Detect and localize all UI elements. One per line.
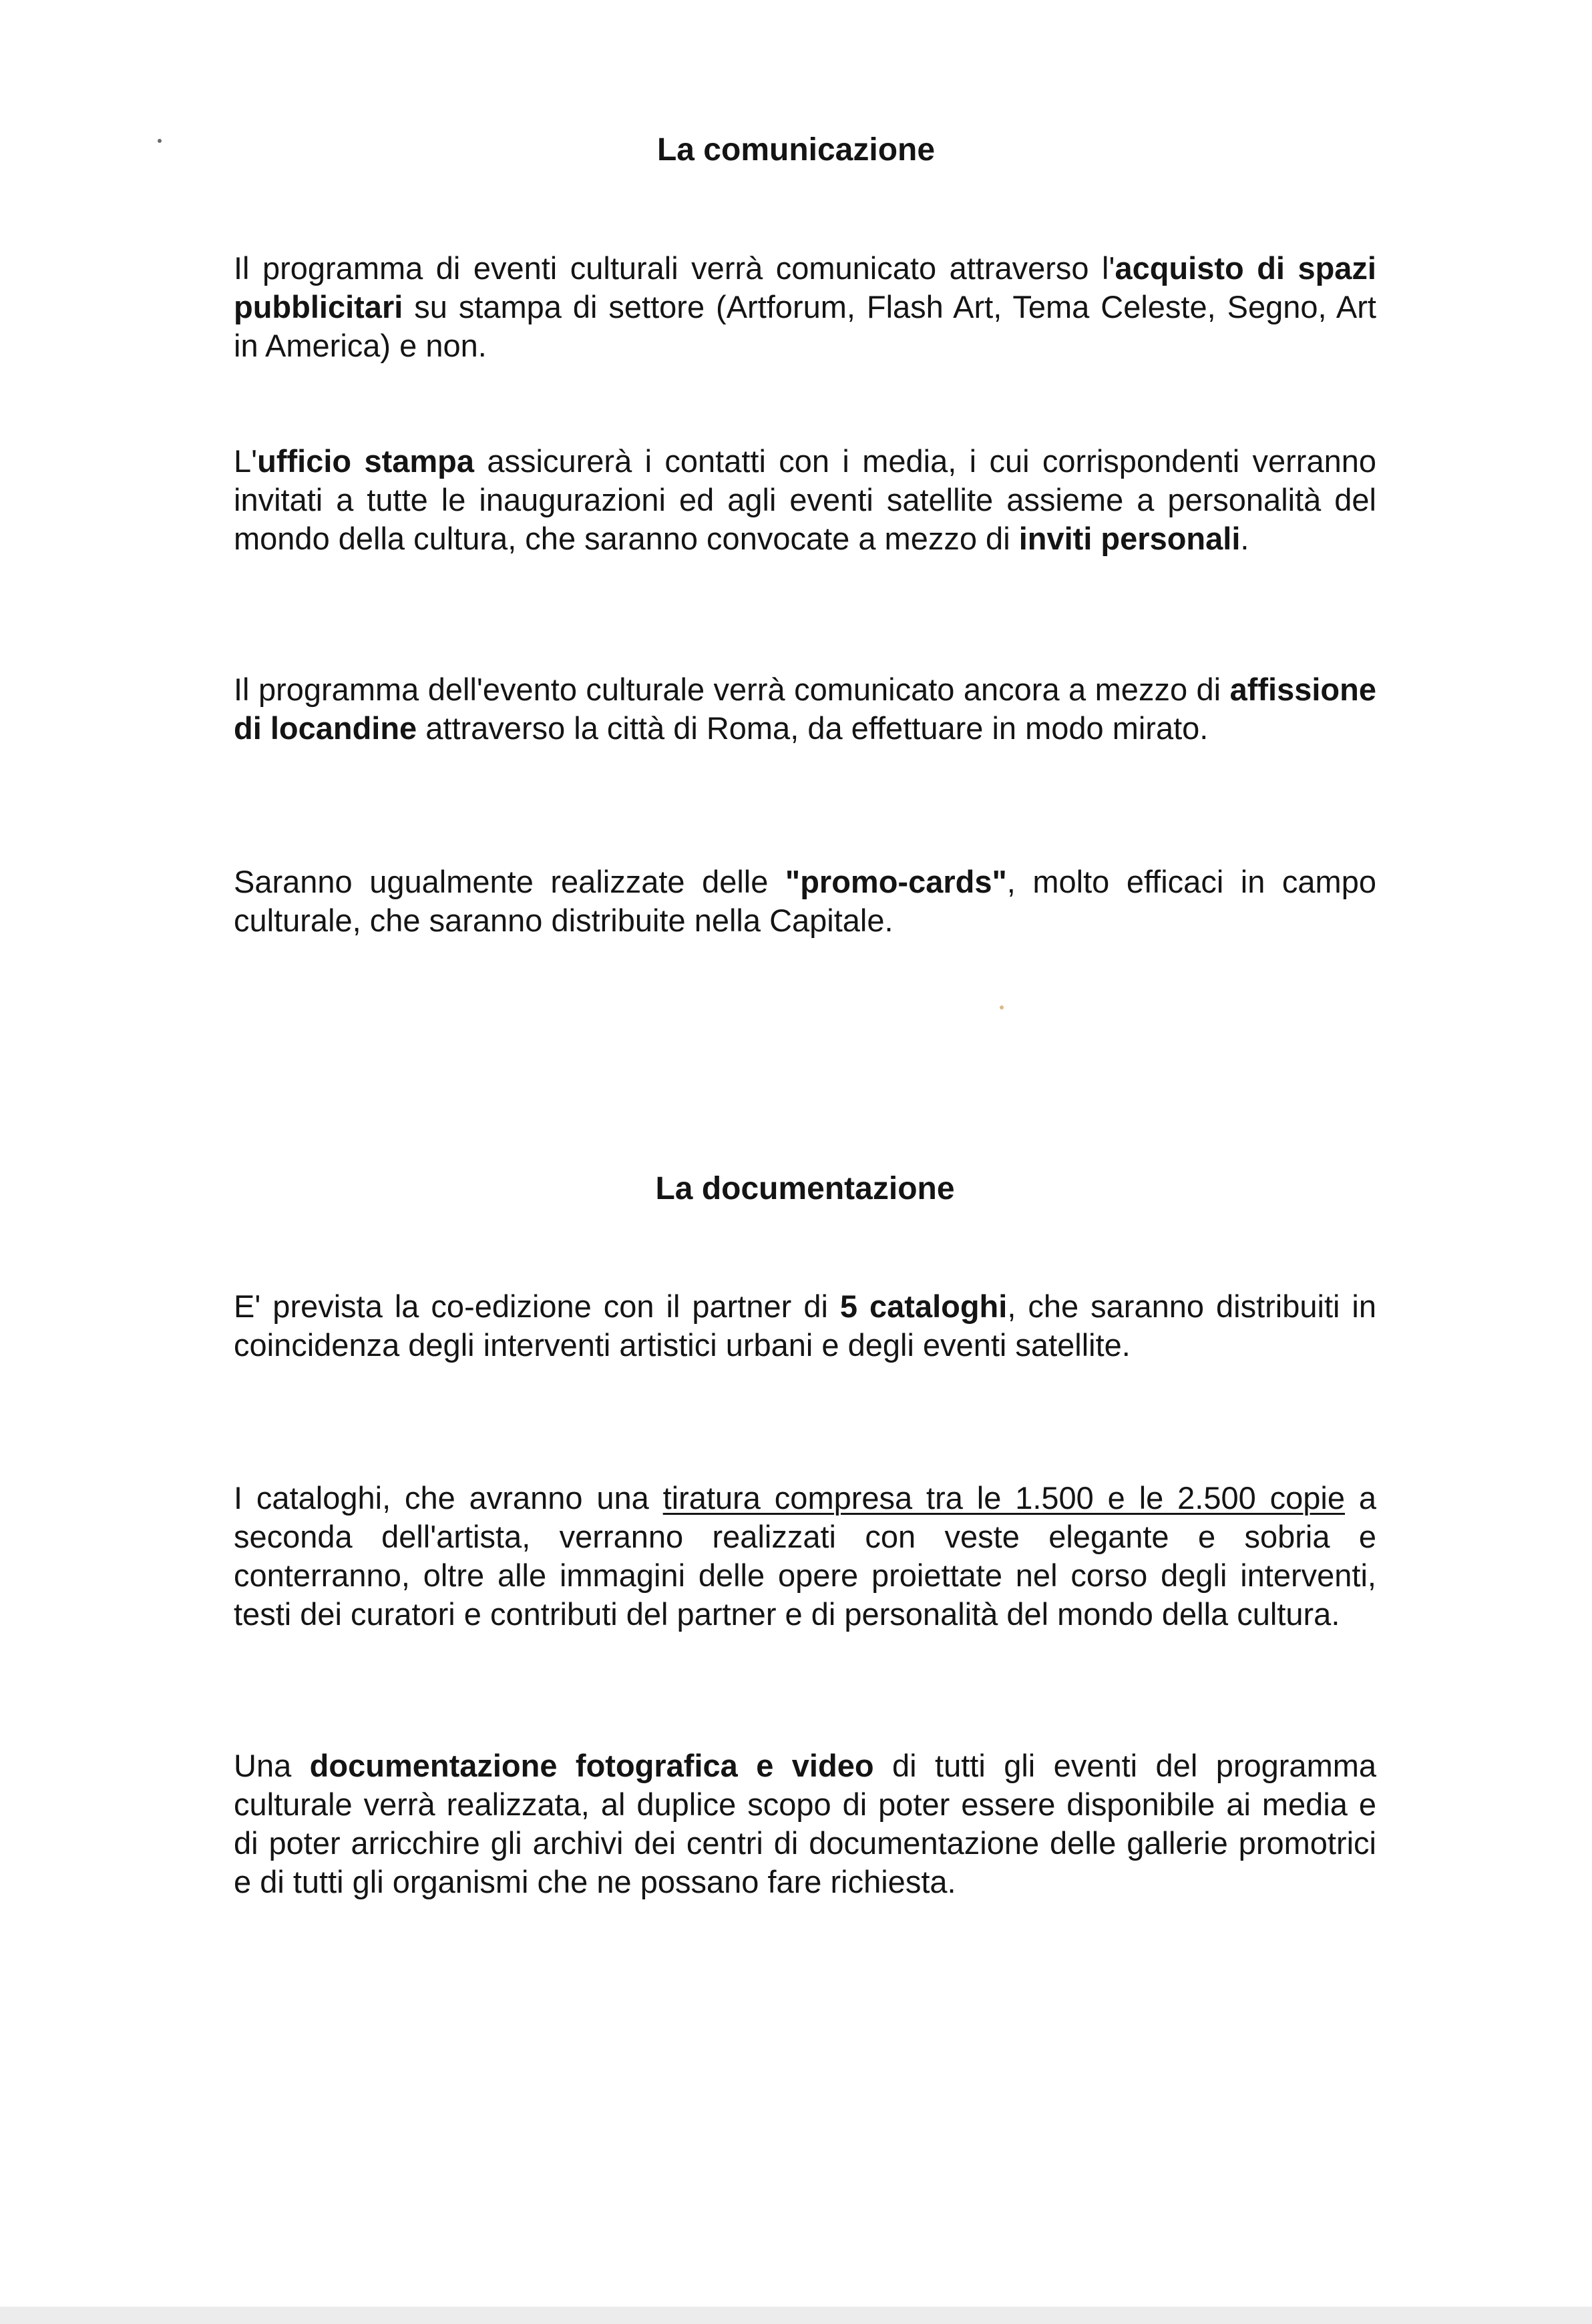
bold-text: documentazione fotografica e video <box>309 1748 874 1783</box>
paragraph-acquisto-spazi <box>234 249 1376 365</box>
text-run: Saranno ugualmente realizzate delle <box>234 864 785 899</box>
paragraph-documentazione-video <box>234 1747 1376 1901</box>
text-run: . <box>1240 521 1249 556</box>
bold-text: 5 cataloghi <box>839 1289 1008 1324</box>
text-run: di tutti gli eventi del programma culturale verrà realizzata, al duplice scopo di poter essere disponibile ai media e di poter arricchire gli archivi dei centri di documentazione delle gallerie promotrici e di tutti gli organismi che ne possano fare richiesta. <box>234 1748 1377 1899</box>
bold-text: "promo-cards" <box>785 864 1007 899</box>
bold-text: inviti personali <box>1018 521 1241 556</box>
underlined-text: tiratura compresa tra le 1.500 e le 2.500 copie <box>662 1480 1345 1516</box>
paragraph-ufficio-stampa <box>234 442 1376 558</box>
text-run: L' <box>234 443 258 479</box>
text-run: attraverso la città di Roma, da effettuare in modo mirato. <box>417 710 1209 746</box>
text-run: Una <box>234 1748 310 1783</box>
bold-text: ufficio stampa <box>257 443 475 479</box>
paragraph-promo-cards <box>234 863 1376 940</box>
text-run: , che saranno distribuiti in coincidenza degli interventi artistici urbani e degli eventi satellite. <box>234 1289 1377 1363</box>
section-title-documentazione-text: La documentazione <box>655 1171 955 1206</box>
bold-text: affissione di locandine <box>234 672 1376 746</box>
scan-speck <box>1000 1005 1004 1009</box>
text-run: Il programma di eventi culturali verrà comunicato attraverso l' <box>234 250 1115 286</box>
text-run: assicurerà i contatti con i media, i cui corrispondenti verranno invitati a tutte le inaugurazioni ed agli eventi satellite assieme a personalità del mondo della cultura, che saranno convocate a mezzo di <box>234 443 1377 556</box>
text-run: E' prevista la co-edizione con il partner di <box>234 1289 840 1324</box>
bold-text: acquisto di spazi pubblicitari <box>234 250 1376 324</box>
scan-edge <box>0 2307 1592 2324</box>
paragraph-cataloghi <box>234 1287 1376 1365</box>
paragraph-tiratura <box>234 1479 1376 1634</box>
paragraph-affissione <box>234 670 1376 748</box>
section-title-comunicazione: La comunicazione <box>656 132 936 168</box>
text-run: su stampa di settore (Artforum, Flash Art, Tema Celeste, Segno, Art in America) e non. <box>234 289 1376 363</box>
text-run: I cataloghi, che avranno una <box>234 1480 663 1516</box>
text-run: , molto efficaci in campo culturale, che saranno distribuite nella Capitale. <box>234 864 1376 938</box>
text-run: a seconda dell'artista, verranno realizzati con veste elegante e sobria e conterranno, oltre alle immagini delle opere proiettate nel corso degli interventi, testi dei curatori e contributi del partner e di personalità del mondo della cultura. <box>234 1480 1377 1632</box>
text-run: Il programma dell'evento culturale verrà comunicato ancora a mezzo di <box>234 672 1230 707</box>
